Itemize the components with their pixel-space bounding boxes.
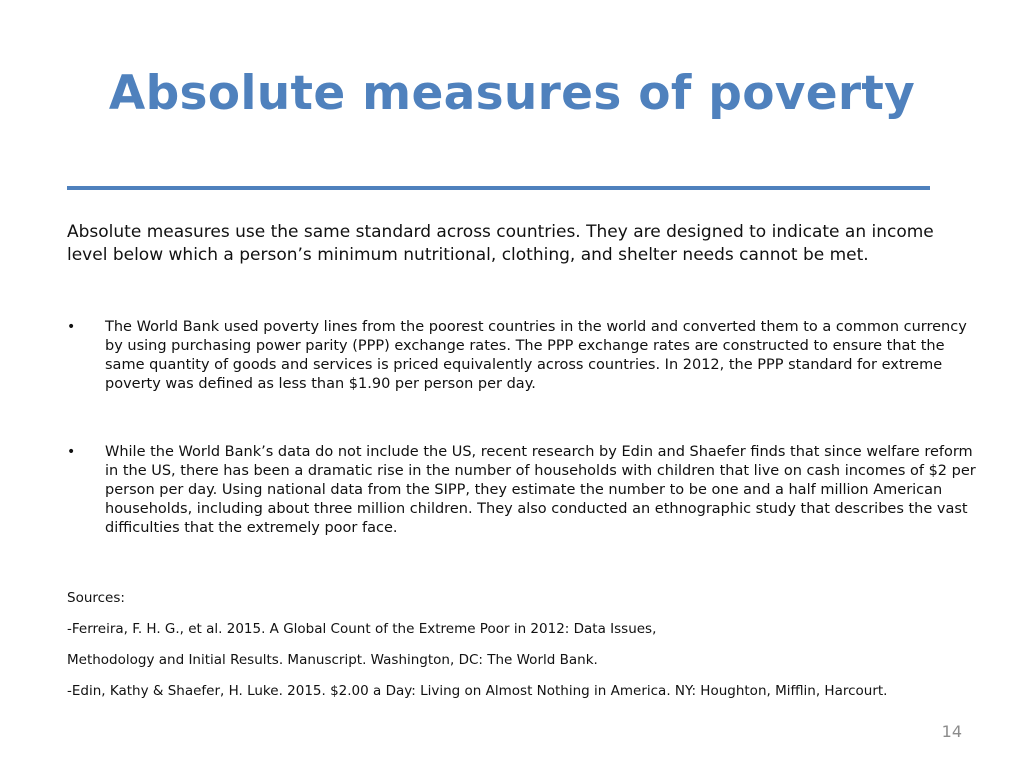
title-underline [67, 186, 930, 190]
source-line: Methodology and Initial Results. Manuscript. Washington, DC: The World Bank. [67, 652, 598, 668]
bullet-item-edin-shaefer [67, 443, 977, 538]
slide-title: Absolute measures of poverty [108, 66, 916, 121]
bullet-item-world-bank [67, 318, 977, 394]
sources-heading: Sources: [67, 590, 125, 606]
source-line: -Ferreira, F. H. G., et al. 2015. A Global Count of the Extreme Poor in 2012: Data Issues, [67, 621, 657, 637]
intro-paragraph: Absolute measures use the same standard across countries. They are designed to indicate an income level below which a person’s minimum nutritional, clothing, and shelter needs cannot be met. [67, 222, 934, 265]
bullet-marker: • [67, 444, 76, 460]
page-number: 14 [941, 722, 962, 741]
bullet-text: While the World Bank’s data do not include the US, recent research by Edin and Shaefer finds that since welfare reform in the US, there has been a dramatic rise in the number of households with children that live on cash incomes of $2 per person per day. Using national data from the SIPP, they estimate the number to be one and a half million American households, including about three million children. They also conducted an ethnographic study that describes the vast difficulties that the extremely poor face. [105, 444, 976, 536]
bullet-marker: • [67, 319, 76, 335]
source-line: -Edin, Kathy & Shaefer, H. Luke. 2015. $2.00 a Day: Living on Almost Nothing in America. NY: Houghton, Mifflin, Harcourt. [67, 683, 888, 699]
bullet-text: The World Bank used poverty lines from the poorest countries in the world and converted them to a common currency by using purchasing power parity (PPP) exchange rates. The PPP exchange rates are constructed to ensure that the same quantity of goods and services is priced equivalently across countries. In 2012, the PPP standard for extreme poverty was defined as less than $1.90 per person per day. [105, 319, 967, 392]
